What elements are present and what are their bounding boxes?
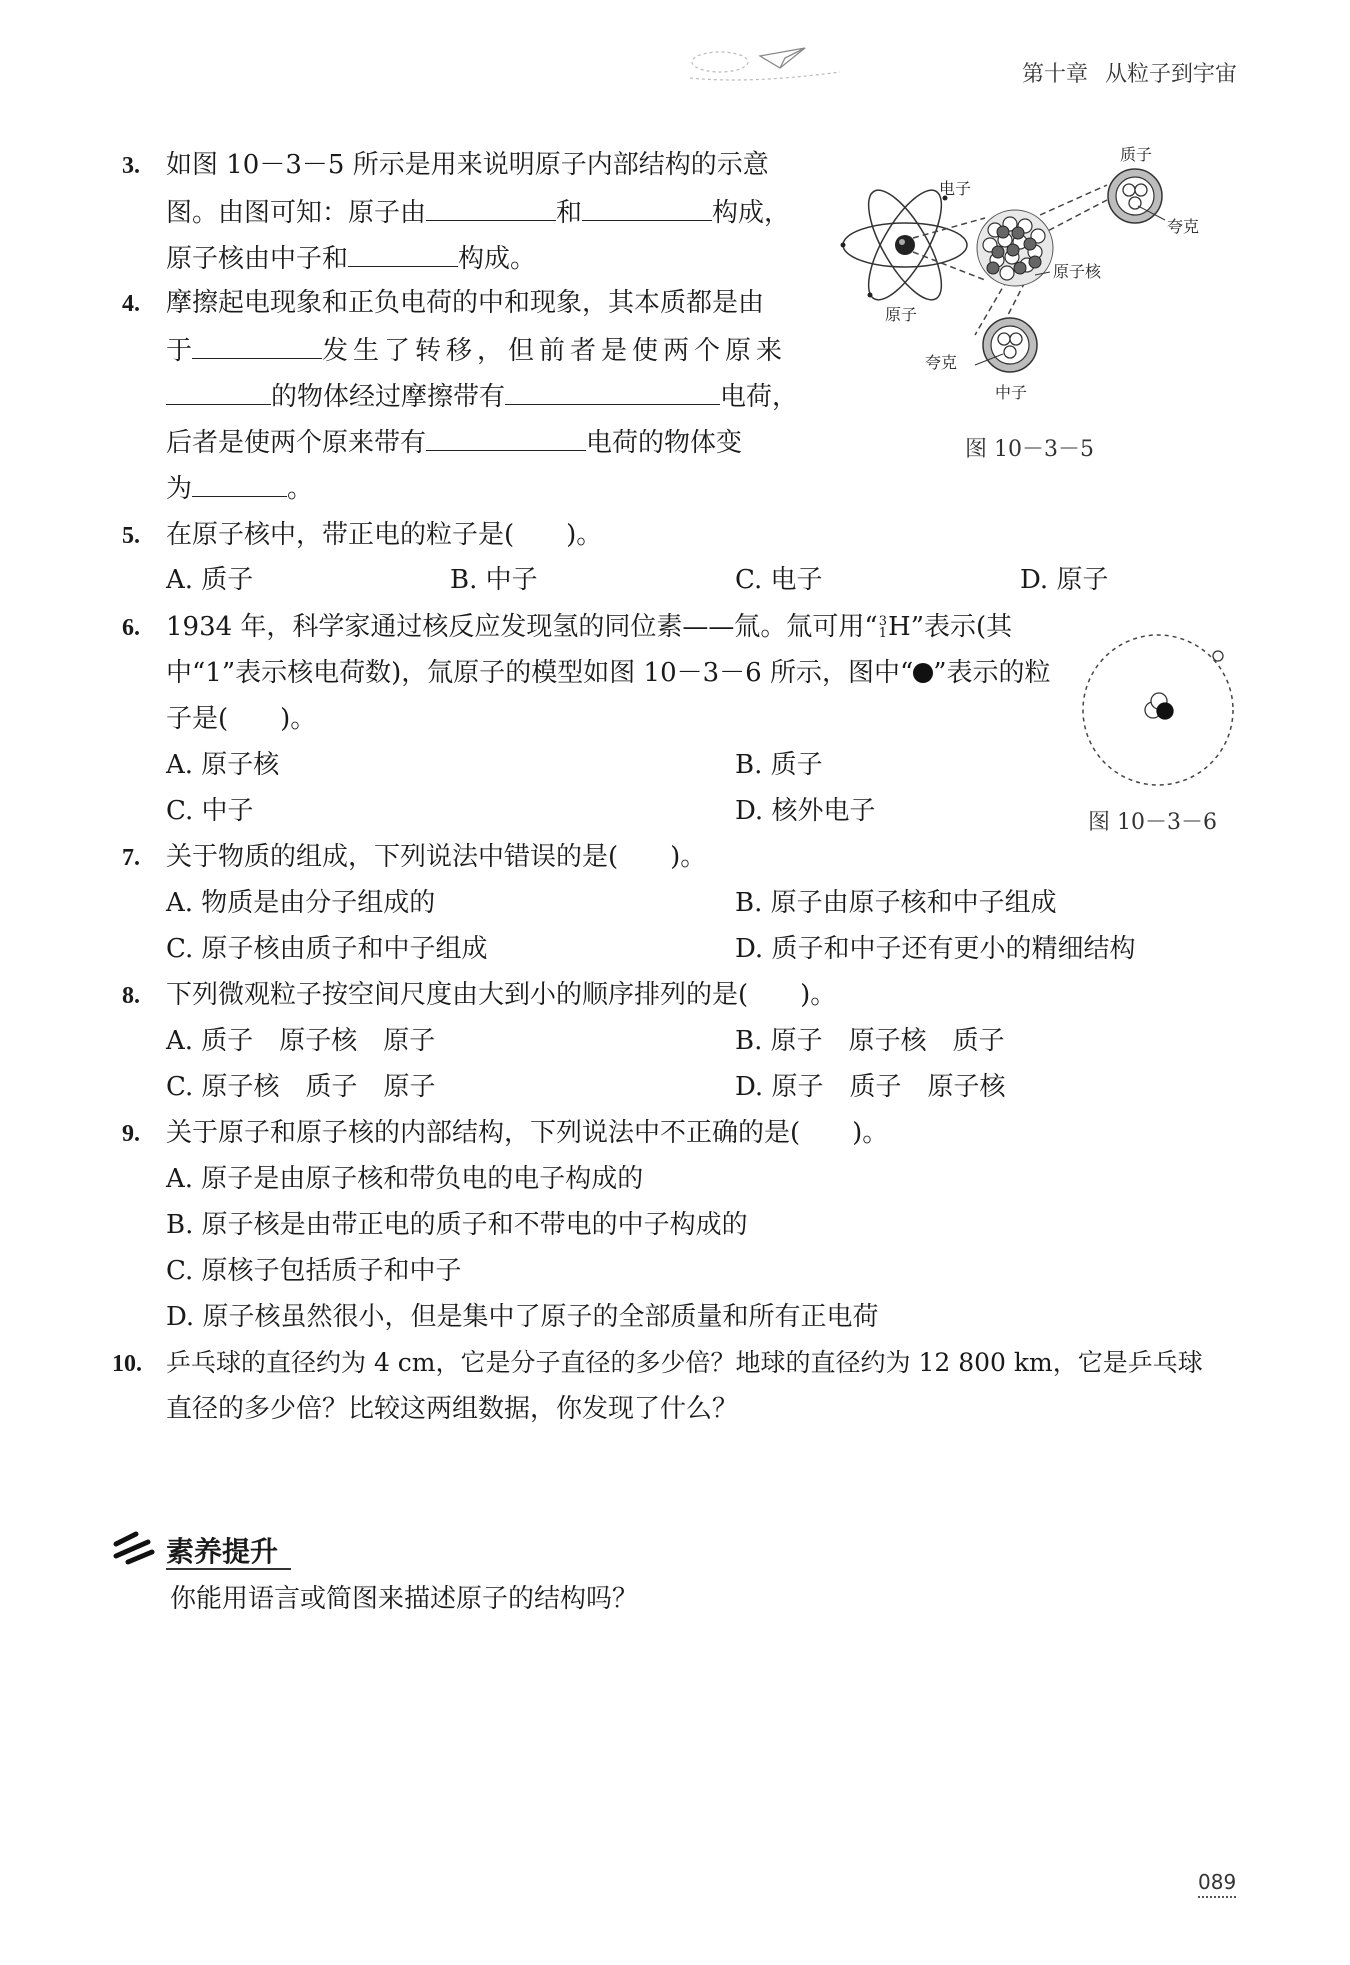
question-number: 8. xyxy=(122,983,140,1009)
figure-caption: 图 10－3－6 xyxy=(1088,810,1217,835)
answer-blank[interactable] xyxy=(192,332,322,359)
paper-plane-decoration xyxy=(690,40,1030,90)
label-electron: 电子 xyxy=(939,179,972,198)
q4-line3: 的物体经过摩擦带有 电荷， xyxy=(166,378,798,414)
neutron-icon xyxy=(975,318,1037,372)
option-b[interactable]: B. 原子由原子核和中子组成 xyxy=(735,888,1057,918)
tritium-nucleus-icon xyxy=(1145,693,1173,719)
label-proton: 质子 xyxy=(1120,145,1153,164)
q4-line2: 于 发生了转移，但前者是使两个原来 xyxy=(166,332,787,368)
option-a[interactable]: A. 原子核 xyxy=(166,750,280,780)
option-c[interactable]: C. 中子 xyxy=(166,796,254,826)
q4-line1: 摩擦起电现象和正负电荷的中和现象，其本质都是由 xyxy=(166,288,765,318)
option-d[interactable]: D. 原子 xyxy=(1020,565,1109,595)
q3-line3: 原子核由中子和 构成。 xyxy=(166,240,536,276)
question-number: 4. xyxy=(122,291,140,317)
atom-structure-figure xyxy=(835,140,1235,420)
question-number: 7. xyxy=(122,845,140,871)
option-d[interactable]: D. 原子核虽然很小，但是集中了原子的全部质量和所有正电荷 xyxy=(166,1302,879,1332)
question-stem: 关于原子和原子核的内部结构，下列说法中不正确的是( )。 xyxy=(166,1118,889,1148)
question-stem: 关于物质的组成，下列说法中错误的是( )。 xyxy=(166,842,707,872)
q10-line1: 乒乓球的直径约为 4 cm，它是分子直径的多少倍？地球的直径约为 12 800 km，它是乒乓球 xyxy=(166,1348,1203,1377)
question-number: 3. xyxy=(122,153,140,179)
section-icon xyxy=(112,1530,160,1566)
answer-blank[interactable] xyxy=(582,194,712,221)
option-c[interactable]: C. 电子 xyxy=(735,565,823,595)
atom-icon xyxy=(841,180,968,309)
option-c[interactable]: C. 原子核由质子和中子组成 xyxy=(166,934,488,964)
page-number: 089 xyxy=(1198,1870,1236,1898)
answer-blank[interactable] xyxy=(426,194,556,221)
answer-blank[interactable] xyxy=(426,424,586,451)
option-d[interactable]: D. 质子和中子还有更小的精细结构 xyxy=(735,934,1136,964)
chapter-title: 从粒子到宇宙 xyxy=(1105,62,1238,87)
label-atom: 原子 xyxy=(885,305,918,324)
q3-line2: 图。由图可知：原子由 和 构成， xyxy=(166,194,790,230)
answer-blank[interactable] xyxy=(166,378,271,405)
black-dot-icon xyxy=(913,663,933,683)
option-b[interactable]: B. 中子 xyxy=(450,565,538,595)
q6-line2: 中“1”表示核电荷数)，氚原子的模型如图 10－3－6 所示，图中“ ”表示的粒 xyxy=(166,658,1051,688)
option-b[interactable]: B. 质子 xyxy=(735,750,823,780)
electron-icon xyxy=(1213,651,1223,661)
question-number: 6. xyxy=(122,615,140,641)
figure-caption: 图 10－3－5 xyxy=(965,437,1094,462)
question-number: 9. xyxy=(122,1121,140,1147)
q6-line3: 子是( )。 xyxy=(166,704,317,734)
question-number: 5. xyxy=(122,523,140,549)
question-stem: 下列微观粒子按空间尺度由大到小的顺序排列的是( )。 xyxy=(166,980,837,1010)
option-b[interactable]: B. 原子核是由带正电的质子和不带电的中子构成的 xyxy=(166,1210,748,1240)
option-c[interactable]: C. 原核子包括质子和中子 xyxy=(166,1256,462,1286)
q10-line2: 直径的多少倍？比较这两组数据，你发现了什么？ xyxy=(166,1394,739,1424)
answer-blank[interactable] xyxy=(505,378,720,405)
section-question: 你能用语言或简图来描述原子的结构吗？ xyxy=(170,1584,639,1614)
option-a[interactable]: A. 质子 xyxy=(166,565,254,595)
q4-line5: 为 。 xyxy=(166,470,313,506)
q3-line1: 如图 10－3－5 所示是用来说明原子内部结构的示意 xyxy=(166,150,769,180)
q6-line1: 1934 年，科学家通过核反应发现氢的同位素——氚。氚可用“ 3 1 H”表示(其 xyxy=(166,612,1013,642)
question-number: 10. xyxy=(112,1351,142,1377)
proton-icon xyxy=(1108,169,1165,223)
tritium-model-figure xyxy=(1075,630,1245,800)
answer-blank[interactable] xyxy=(348,240,458,267)
q4-line4: 后者是使两个原来带有 电荷的物体变 xyxy=(166,424,742,460)
question-stem: 在原子核中，带正电的粒子是( )。 xyxy=(166,520,603,550)
isotope-notation: 3 1 xyxy=(878,614,888,641)
option-d[interactable]: D. 原子 质子 原子核 xyxy=(735,1072,1006,1102)
option-d[interactable]: D. 核外电子 xyxy=(735,796,876,826)
label-quark-bottom: 夸克 xyxy=(925,353,958,372)
chapter-label: 第十章 xyxy=(1022,62,1089,87)
nucleus-icon xyxy=(977,210,1053,286)
option-a[interactable]: A. 质子 原子核 原子 xyxy=(166,1026,436,1056)
label-quark-top: 夸克 xyxy=(1167,217,1200,236)
label-neutron: 中子 xyxy=(995,383,1028,402)
section-underline xyxy=(166,1568,291,1570)
option-b[interactable]: B. 原子 原子核 质子 xyxy=(735,1026,1005,1056)
label-nucleus: 原子核 xyxy=(1053,262,1102,281)
option-c[interactable]: C. 原子核 质子 原子 xyxy=(166,1072,436,1102)
answer-blank[interactable] xyxy=(192,470,287,497)
option-a[interactable]: A. 物质是由分子组成的 xyxy=(166,888,436,918)
option-a[interactable]: A. 原子是由原子核和带负电的电子构成的 xyxy=(166,1164,644,1194)
section-title: 素养提升 xyxy=(166,1535,279,1568)
